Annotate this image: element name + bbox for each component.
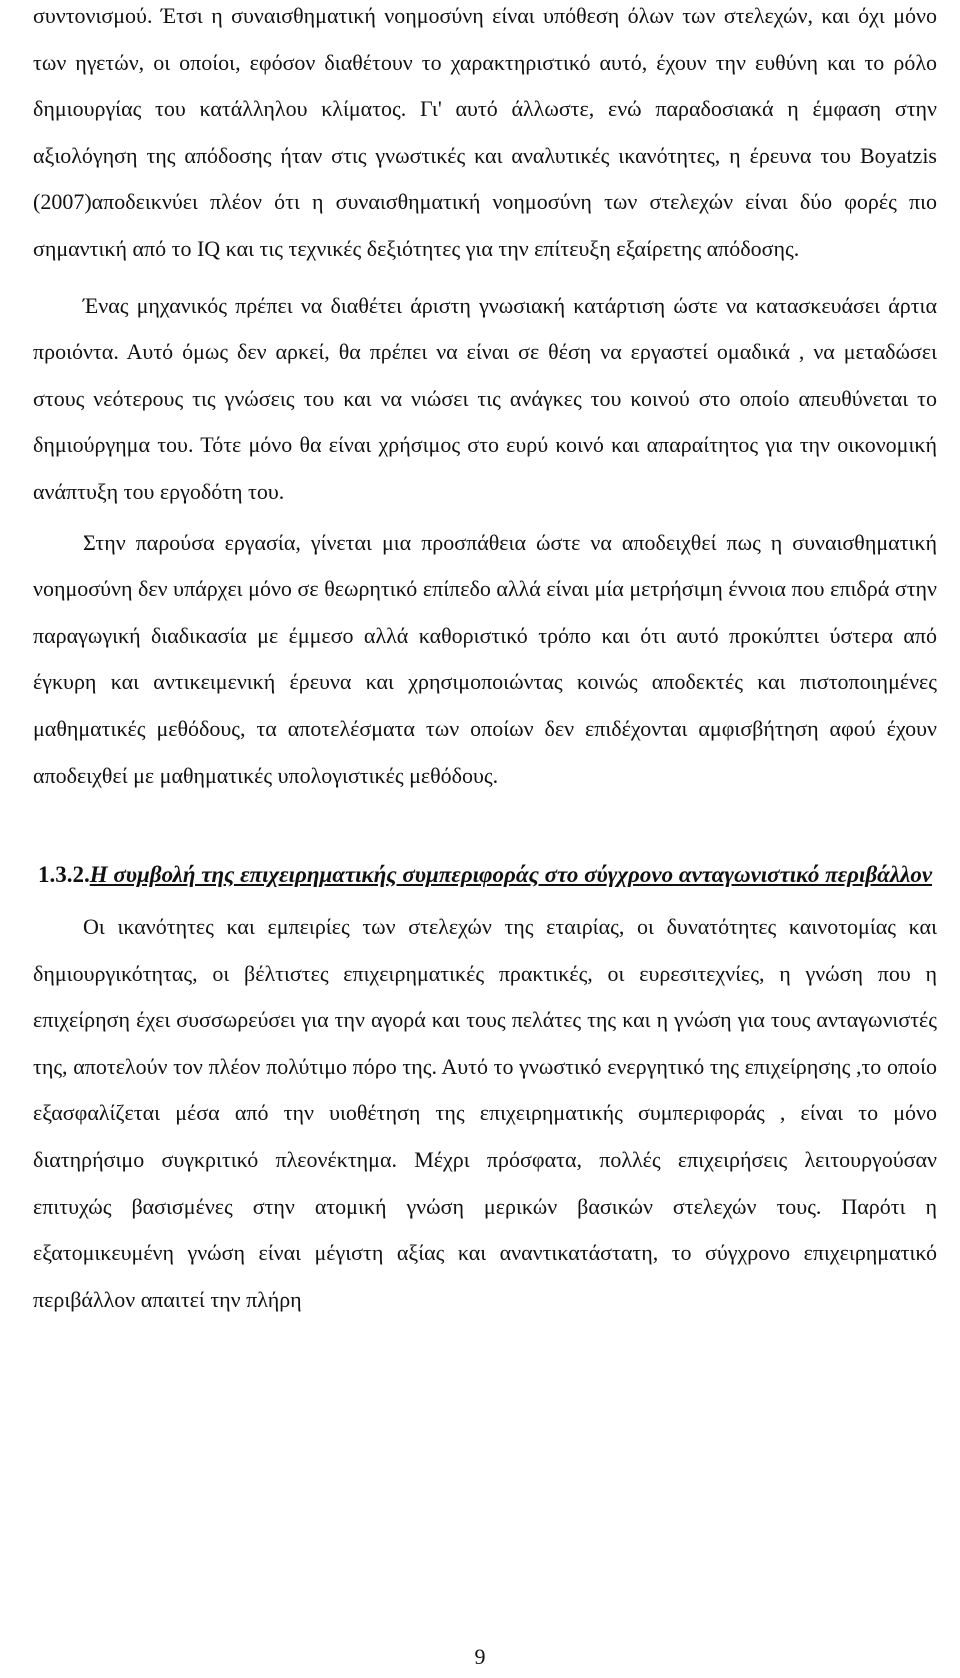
paragraph-knowledge-assets: Οι ικανότητες και εμπειρίες των στελεχών της εταιρίας, οι δυνατότητες καινοτομίας και δημιουργικότητας, οι βέλτιστες επιχειρηματικές πρακτικές, οι ευρεσιτεχνίες, η γνώση που η επιχείρηση έχει συσσωρεύσει για την αγορά και τους πελάτες της και η γνώση για τους ανταγωνιστές της, αποτελούν τον πλέον πολύτιμο πόρο της. Αυτό το γνωστικό ενεργητικό της επιχείρησης ,το οποίο εξασφαλίζεται μέσα από την υιοθέτηση της επιχειρηματικής συμπεριφοράς , είναι το μόνο διατηρήσιμο συγκριτικό πλεονέκτημα. Μέχρι πρόσφατα, πολλές επιχειρήσεις λειτουργούσαν επιτυχώς βασισμένες στην ατομική γνώση μερικών βασικών στελεχών τους. Παρότι η εξατομικευμένη γνώση είναι μέγιστη αξίας και αναντικατάστατη, το σύγχρονο επιχειρηματικό περιβάλλον απαιτεί την πλήρη	[33, 914, 937, 1312]
document-page	[33, 0, 937, 1323]
page-number: 9	[474, 1644, 486, 1669]
paragraph-present-study: Στην παρούσα εργασία, γίνεται μια προσπάθεια ώστε να αποδειχθεί πως η συναισθηματική νοημοσύνη δεν υπάρχει μόνο σε θεωρητικό επίπεδο αλλά είναι μία μετρήσιμη έννοια που επιδρά στην παραγωγική διαδικασία με έμμεσο αλλά καθοριστικό τρόπο και ότι αυτό προκύπτει ύστερα από έγκυρη και αντικειμενική έρευνα και χρησιμοποιώντας κοινώς αποδεκτές και πιστοποιημένες μαθηματικές μεθόδους, τα αποτελέσματα των οποίων δεν επιδέχονται αμφισβήτηση αφού έχουν αποδειχθεί με μαθηματικές υπολογιστικές μεθόδους.	[33, 529, 937, 788]
section-title: Η συμβολή της επιχειρηματικής συμπεριφοράς στο σύγχρονο ανταγωνιστικό περιβάλλον	[89, 862, 933, 888]
section-number: 1.3.2.	[37, 862, 90, 888]
paragraph-emotional-intelligence: συντονισμού. Έτσι η συναισθηματική νοημοσύνη είναι υπόθεση όλων των στελεχών, και όχι μόνο των ηγετών, οι οποίοι, εφόσον διαθέτουν το χαρακτηριστικό αυτό, έχουν την ευθύνη και το ρόλο δημιουργίας του κατάλληλου κλίματος. Γι' αυτό άλλωστε, ενώ παραδοσιακά η έμφαση στην αξιολόγηση της απόδοσης ήταν στις γνωστικές και αναλυτικές ικανότητες, η έρευνα του Boyatzis (2007)αποδεικνύει πλέον ότι η συναισθηματική νοημοσύνη των στελεχών είναι δύο φορές πιο σημαντική από το IQ και τις τεχνικές δεξιότητες για την επίτευξη εξαίρετης απόδοσης.	[33, 3, 937, 261]
paragraph-engineer-skills: Ένας μηχανικός πρέπει να διαθέτει άριστη γνωσιακή κατάρτιση ώστε να κατασκευάσει άρτια προιόντα. Αυτό όμως δεν αρκεί, θα πρέπει να είναι σε θέση να εργαστεί ομαδικά , να μεταδώσει στους νεότερους τις γνώσεις του και να νιώσει τις ανάγκες του κοινού στο οποίο απευθύνεται το δημιούργημα του. Τότε μόνο θα είναι χρήσιμος στο ευρύ κοινό και απαραίτητος για την οικονομική ανάπτυξη του εργοδότη του.	[33, 292, 937, 504]
section-heading	[33, 851, 937, 898]
